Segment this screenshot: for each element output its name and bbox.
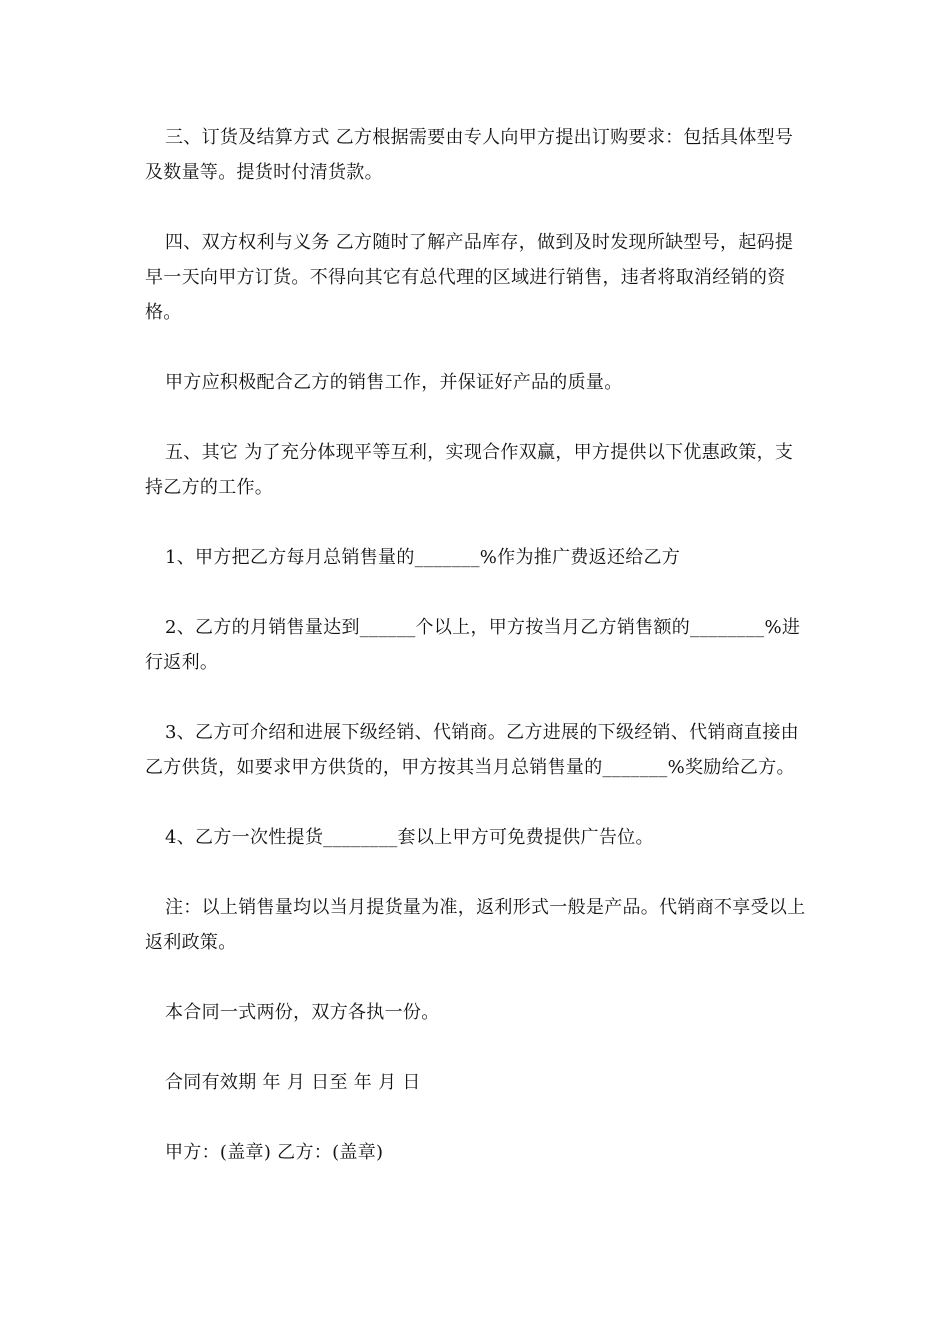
validity-period: 合同有效期 年 月 日至 年 月 日 — [165, 1072, 421, 1093]
policy-item-3: 3、乙方可介绍和进展下级经销、代销商。乙方进展的下级经销、代销商直接由乙方供货，如要求甲方供货的，甲方按其当月总销售量的_______%奖励给乙方。 — [145, 722, 799, 778]
policy-note: 注：以上销售量均以当月提货量为准，返利形式一般是产品。代销商不享受以上返利政策。 — [145, 897, 806, 953]
policy-item-1: 1、甲方把乙方每月总销售量的_______%作为推广费返还给乙方 — [165, 547, 681, 568]
clause-ordering-settlement: 三、订货及结算方式 乙方根据需要由专人向甲方提出订购要求：包括具体型号及数量等。提货时付清货款。 — [145, 127, 794, 183]
copies-statement: 本合同一式两份，双方各执一份。 — [165, 1002, 440, 1023]
signature-line: 甲方：(盖章) 乙方：(盖章) — [165, 1142, 384, 1163]
clause-party-a-cooperation: 甲方应积极配合乙方的销售工作，并保证好产品的质量。 — [165, 372, 623, 393]
clause-other: 五、其它 为了充分体现平等互利，实现合作双赢，甲方提供以下优惠政策，支持乙方的工作。 — [145, 442, 794, 498]
document-body — [145, 120, 810, 1170]
policy-item-4: 4、乙方一次性提货________套以上甲方可免费提供广告位。 — [165, 827, 654, 848]
policy-item-2: 2、乙方的月销售量达到______个以上，甲方按当月乙方销售额的________%进行返利。 — [145, 617, 801, 673]
clause-rights-obligations: 四、双方权利与义务 乙方随时了解产品库存，做到及时发现所缺型号，起码提早一天向甲方订货。不得向其它有总代理的区域进行销售，违者将取消经销的资格。 — [145, 232, 794, 323]
